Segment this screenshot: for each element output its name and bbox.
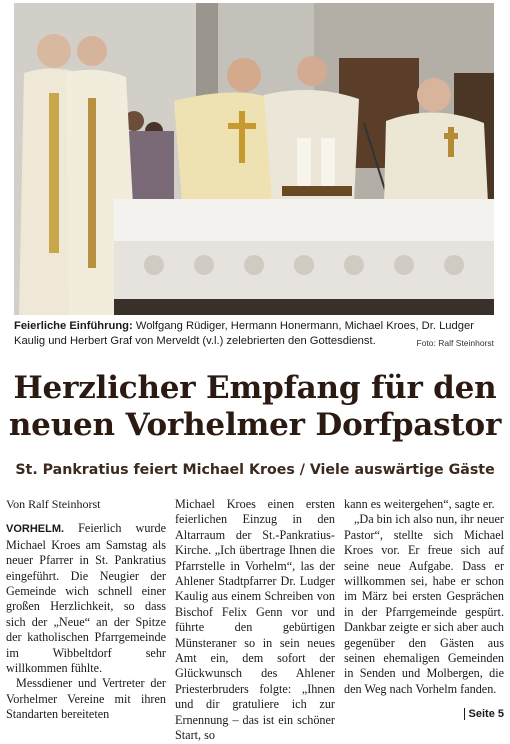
caption-lead: Feierliche Einführung: <box>14 320 133 332</box>
headline-line-1: Herzlicher Empfang für den <box>13 370 497 406</box>
byline: Von Ralf Steinhorst <box>6 497 101 511</box>
paragraph-text: Feierlich wurde Michael Kroes am Samstag als neuer Pfarrer in St. Pankratius eingeführt. Die Neugier der Gemeinde wich schnell einer großen Herzlichkeit, so dass sich der „Neue“ an der Spitze der katholischen Pfarrgemeinde im Wibbeltdorf sehr willkommen fühlte. <box>6 521 166 676</box>
paragraph: Messdiener und Vertreter der Vorhelmer Vereine mit ihren Standarten bereiteten <box>6 676 166 722</box>
photo-credit: Foto: Ralf Steinhorst <box>416 338 494 348</box>
photo-illustration <box>14 3 494 315</box>
paragraph: Michael Kroes einen ersten feierlichen Einzug in den Altarraum der St.-Pankratius-Kirche. „Ich übertrage Ihnen die Pfarrstelle in Vorhelm“, las der Ahlener Stadtpfarrer Dr. Ludger Kaulig aus einem Schreiben von Bischof Felix Genn vor und führte den gebürtigen Münsteraner so in sein neues Amt ein, dem sofort der Glückwunsch des Ahlener Priesterbruders folgte: „Ihnen und dir gratuliere ich zur Ernennung – das ist ein schöner Start, so <box>175 497 335 743</box>
paragraph: kann es weitergehen“, sagte er. <box>344 497 495 511</box>
caption-text: Wolfgang Rüdiger, Hermann Honermann, Michael Kroes, Dr. Ludger Kaulig und Herbert Graf von Merveldt (v.l.) zelebrierten den Gottesdienst. <box>14 320 474 347</box>
subheadline: St. Pankratius feiert Michael Kroes / Viele auswärtige Gäste <box>15 462 495 478</box>
article-photo <box>14 3 494 315</box>
headline-line-2: neuen Vorhelmer Dorfpastor <box>8 407 502 443</box>
article-column-2 <box>175 497 335 744</box>
paragraph <box>6 521 166 676</box>
dateline: VORHELM. <box>6 523 65 536</box>
page-reference: Seite 5 <box>464 708 504 720</box>
photo-caption <box>14 319 494 351</box>
article-column-1 <box>6 497 166 723</box>
headline <box>8 370 502 444</box>
paragraph: „Da bin ich also nun, ihr neuer Pastor“, stellte sich Michael Kroes vor. Er freue sich auf seine neue Aufgabe. Dass er willkommen sei, habe er schon im März bei ersten Gesprächen in der Pfarrgemeinde gespürt. Dankbar zeigte er sich aber auch gegenüber den Gästen aus seinen ehemaligen Gemeinden in Senden und Molbergen, die den Weg nach Vorhelm fanden. <box>344 512 504 696</box>
article-column-3 <box>344 497 504 697</box>
